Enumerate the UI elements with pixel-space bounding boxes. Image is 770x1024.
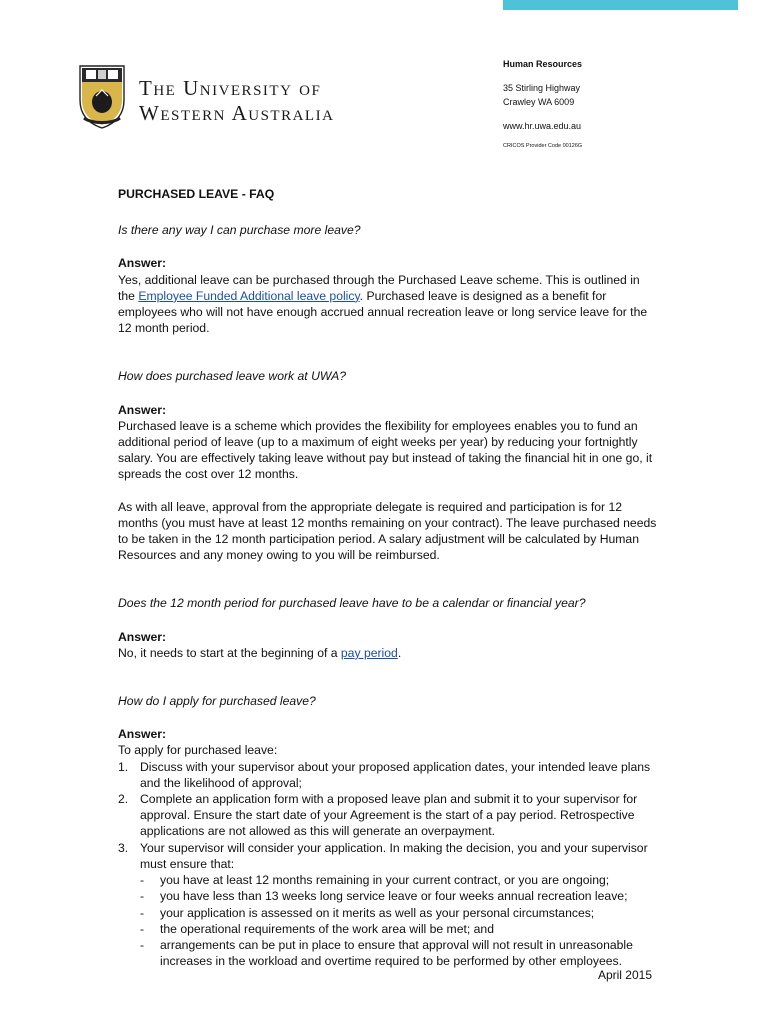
answer-intro: To apply for purchased leave: bbox=[118, 743, 278, 758]
list-item bbox=[140, 888, 658, 904]
step-number: 1. bbox=[118, 759, 129, 774]
condition-list bbox=[140, 872, 658, 969]
list-item bbox=[118, 840, 658, 970]
list-item bbox=[140, 937, 658, 969]
dash-bullet: - bbox=[140, 937, 145, 952]
document-body bbox=[118, 186, 658, 969]
answer-text-end: . Purchased leave is designed as a benefit for employees who will not have enough accrued annual recreation leave or long service leave for the 12 month period. bbox=[118, 288, 648, 336]
faq-section-how bbox=[118, 368, 658, 563]
department-name: Human Resources bbox=[503, 59, 583, 69]
answer-text-end: . bbox=[397, 645, 402, 660]
step-text: Discuss with your supervisor about your proposed application dates, your intended leave plans and the likelihood of approval; bbox=[140, 759, 651, 790]
answer-text bbox=[118, 272, 658, 337]
condition-text: your application is assessed on it merits as well as your personal circumstances; bbox=[160, 905, 595, 920]
answer-text bbox=[118, 645, 658, 661]
cricos-code: CRICOS Provider Code 00126G bbox=[503, 143, 583, 149]
question: How do I apply for purchased leave? bbox=[118, 694, 316, 709]
question: Is there any way I can purchase more leave? bbox=[118, 223, 361, 238]
document-title: PURCHASED LEAVE - FAQ bbox=[118, 187, 275, 201]
list-item bbox=[140, 872, 658, 888]
dash-bullet: - bbox=[140, 905, 145, 920]
application-steps bbox=[118, 759, 658, 970]
university-name bbox=[139, 76, 334, 126]
dash-bullet: - bbox=[140, 873, 145, 888]
answer-paragraph: Purchased leave is a scheme which provides the flexibility for employees enables you to fund an additional period of leave (up to a maximum of eight weeks per year) by reducing your fortnightly salary. You are effectively taking leave without pay but instead of taking the financial hit in one go, it spreads the cost over 12 months. bbox=[118, 418, 653, 482]
city-address: Crawley WA 6009 bbox=[503, 97, 575, 107]
answer-label: Answer: bbox=[118, 256, 167, 271]
university-name-line2: Western Australia bbox=[139, 101, 335, 125]
condition-text: you have less than 13 weeks long service leave or four weeks annual recreation leave; bbox=[160, 889, 628, 904]
list-item bbox=[140, 905, 658, 921]
answer-label: Answer: bbox=[118, 727, 167, 742]
question: Does the 12 month period for purchased leave have to be a calendar or financial year? bbox=[118, 596, 586, 611]
list-item bbox=[118, 759, 658, 791]
step-text: Complete an application form with a proposed leave plan and submit it to your supervisor for approval. Ensure the start date of your Agreement is the start of a pay period. Retrospective applications are not allowed as this will generate an overpayment. bbox=[140, 792, 638, 839]
step-text: Your supervisor will consider your application. In making the decision, you and your supervisor must ensure that: bbox=[140, 840, 648, 871]
condition-text: you have at least 12 months remaining in your current contract, or you are ongoing; bbox=[160, 873, 610, 888]
step-number: 3. bbox=[118, 840, 129, 855]
university-name-line1: The University of bbox=[139, 76, 322, 100]
faq-section-apply bbox=[118, 693, 658, 969]
answer-label: Answer: bbox=[118, 402, 167, 417]
faq-section-purchase bbox=[118, 222, 658, 336]
question: How does purchased leave work at UWA? bbox=[118, 369, 347, 384]
list-item bbox=[140, 921, 658, 937]
header-accent-bar bbox=[503, 0, 738, 10]
pay-period-link[interactable]: pay period bbox=[340, 645, 398, 660]
step-number: 2. bbox=[118, 792, 129, 807]
document-date: April 2015 bbox=[597, 968, 652, 982]
university-crest-logo bbox=[78, 64, 126, 130]
condition-text: arrangements can be put in place to ensure that approval will not result in unreasonable increases in the workload and overtime required to be performed by other employees. bbox=[160, 937, 633, 969]
answer-text-start: No, it needs to start at the beginning of a bbox=[118, 645, 341, 660]
faq-section-period bbox=[118, 595, 658, 661]
dash-bullet: - bbox=[140, 921, 145, 936]
website: www.hr.uwa.edu.au bbox=[503, 121, 582, 131]
contact-block bbox=[503, 57, 582, 151]
answer-text-start: Yes, additional leave can be purchased through the Purchased Leave scheme. This is outlined in the bbox=[118, 272, 640, 303]
street-address: 35 Stirling Highway bbox=[503, 83, 581, 93]
condition-text: the operational requirements of the work area will be met; and bbox=[160, 921, 494, 936]
policy-link[interactable]: Employee Funded Additional leave policy bbox=[138, 288, 360, 303]
answer-label: Answer: bbox=[118, 629, 167, 644]
list-item bbox=[118, 791, 658, 840]
dash-bullet: - bbox=[140, 889, 145, 904]
answer-paragraph: As with all leave, approval from the appropriate delegate is required and participation is for 12 months (you must have at least 12 months remaining on your contract). The leave purchased needs to be taken in the 12 month participation period. A salary adjustment will be calculated by Human Resources and any money owing to you will be reimbursed. bbox=[118, 499, 657, 563]
